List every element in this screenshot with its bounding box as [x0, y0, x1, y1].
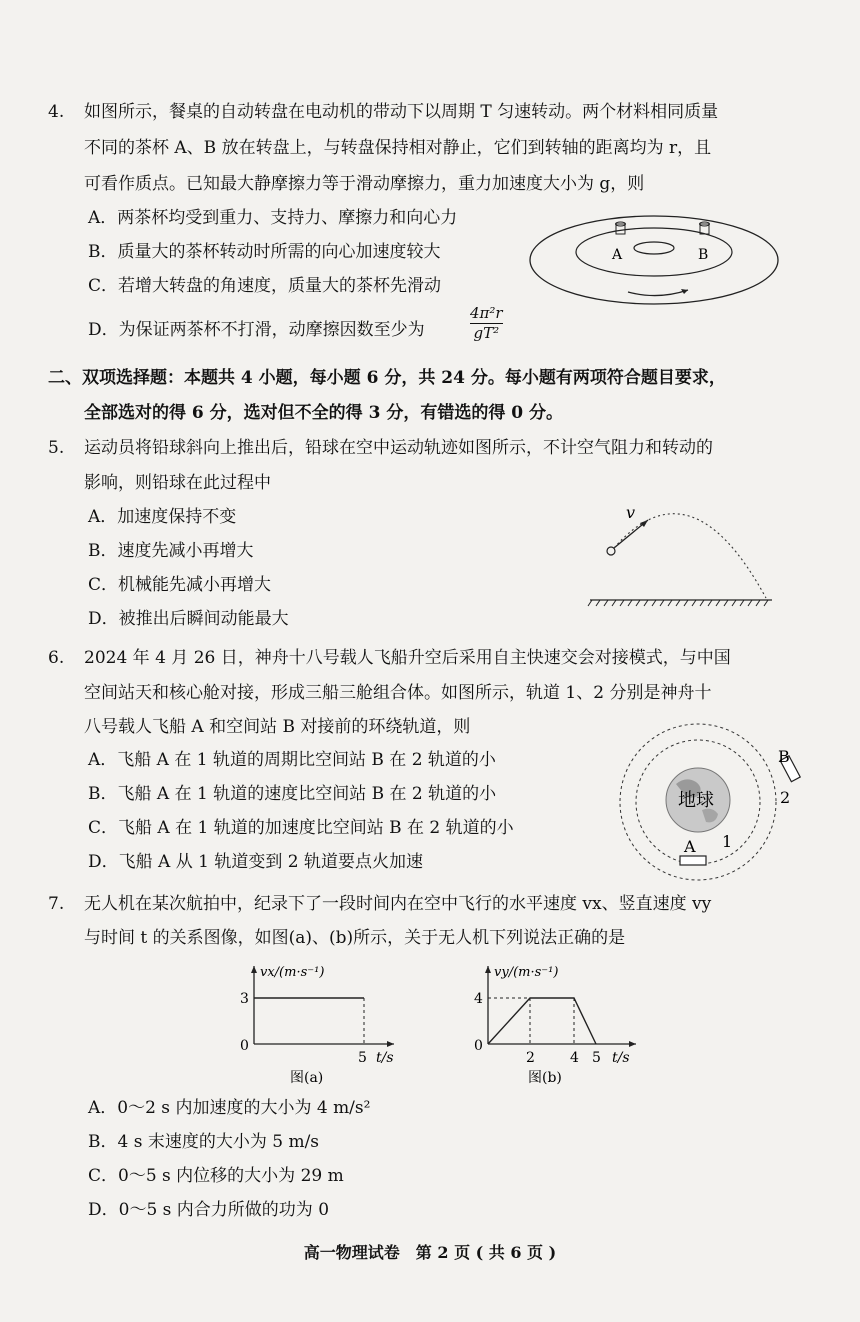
shot-put-figure: [586, 500, 776, 612]
q5-stem-line1: 运动员将铅球斜向上推出后，铅球在空中运动轨迹如图所示，不计空气阻力和转动的: [84, 438, 713, 458]
q7-option-b: B．4 s 末速度的大小为 5 m/s: [88, 1132, 320, 1152]
teacup-a-icon: [616, 222, 626, 234]
orbit-label-b: B: [778, 747, 790, 766]
turntable-label-a: A: [612, 247, 623, 263]
graph-b-ylabel: vy/(m·s⁻¹): [494, 965, 559, 980]
q5-number: 5.: [48, 438, 65, 458]
q6-option-a: A．飞船 A 在 1 轨道的周期比空间站 B 在 2 轨道的小: [88, 750, 496, 770]
graph-b-series-line: [488, 998, 596, 1044]
orbit-label-2: 2: [780, 788, 791, 807]
graph-a: [226, 958, 406, 1088]
q4-fraction-numerator: 4π²r: [470, 304, 503, 322]
graph-b-x-tick-2: 2: [526, 1050, 535, 1066]
q5-option-a: A．加速度保持不变: [88, 507, 237, 527]
q6-option-b: B．飞船 A 在 1 轨道的速度比空间站 B 在 2 轨道的小: [88, 784, 497, 804]
graph-b-caption: 图(b): [528, 1070, 562, 1086]
q7-stem-line1: 无人机在某次航拍中，纪录下了一段时间内在空中飞行的水平速度 vx、竖直速度 vy: [84, 894, 712, 914]
q4-option-d: D．为保证两茶杯不打滑，动摩擦因数至少为: [88, 320, 425, 340]
graph-a-caption: 图(a): [290, 1070, 324, 1086]
q4-fraction: [470, 306, 503, 341]
shot-ball-icon: [607, 547, 615, 555]
q4-stem-line1: 如图所示，餐桌的自动转盘在电动机的带动下以周期 T 匀速转动。两个材料相同质量: [84, 102, 719, 122]
page-footer: 高一物理试卷 第 2 页 ( 共 6 页 ): [303, 1243, 557, 1262]
graph-a-x-tick: 5: [358, 1050, 367, 1066]
turntable-figure: [528, 212, 780, 308]
q7-number: 7.: [48, 894, 65, 914]
section2-header-line1: 二、双项选择题：本题共 4 小题，每小题 6 分，共 24 分。每小题有两项符合题目要求，: [48, 368, 726, 388]
q5-option-c: C．机械能先减小再增大: [88, 575, 272, 595]
rotation-arrow-icon: [628, 290, 688, 296]
velocity-label: v: [626, 503, 636, 522]
q4-option-b: B．质量大的茶杯转动时所需的向心加速度较大: [88, 242, 441, 262]
graph-b-origin: 0: [474, 1038, 483, 1054]
q7-stem-line2: 与时间 t 的关系图像，如图(a)、(b)所示，关于无人机下列说法正确的是: [84, 928, 626, 948]
q4-number: 4.: [48, 102, 65, 122]
graph-b-y-tick: 4: [474, 991, 483, 1007]
q6-stem-line2: 空间站天和核心舱对接，形成三船三舱组合体。如图所示，轨道 1、2 分别是神舟十: [84, 683, 712, 703]
q4-fraction-denominator: gT²: [473, 324, 500, 342]
q4-option-c: C．若增大转盘的角速度，质量大的茶杯先滑动: [88, 276, 442, 296]
q4-stem-line2: 不同的茶杯 A、B 放在转盘上，与转盘保持相对静止，它们到转轴的距离均为 r，且: [84, 138, 712, 158]
q6-stem-line3: 八号载人飞船 A 和空间站 B 对接前的环绕轨道，则: [84, 717, 471, 737]
graph-b-x-tick-4: 4: [570, 1050, 579, 1066]
q6-option-c: C．飞船 A 在 1 轨道的加速度比空间站 B 在 2 轨道的小: [88, 818, 514, 838]
section2-header-line2: 全部选对的得 6 分，选对但不全的得 3 分，有错选的得 0 分。: [84, 403, 563, 423]
graph-a-xlabel: t/s: [376, 1050, 394, 1066]
q6-stem-line1: 2024 年 4 月 26 日，神舟十八号载人飞船升空后采用自主快速交会对接模式，与中国: [84, 648, 731, 668]
q6-option-d: D．飞船 A 从 1 轨道变到 2 轨道要点火加速: [88, 852, 423, 872]
graph-b: [466, 958, 646, 1088]
q5-option-d: D．被推出后瞬间动能最大: [88, 609, 289, 629]
trajectory-path: [614, 514, 766, 598]
q4-option-a: A．两茶杯均受到重力、支持力、摩擦力和向心力: [88, 208, 458, 228]
q7-option-d: D．0～5 s 内合力所做的功为 0: [88, 1200, 330, 1220]
graph-a-y-tick: 3: [240, 991, 249, 1007]
q4-stem-line3: 可看作质点。已知最大静摩擦力等于滑动摩擦力，重力加速度大小为 g，则: [84, 174, 645, 194]
graph-b-x-tick-5: 5: [592, 1050, 601, 1066]
graph-a-ylabel: vx/(m·s⁻¹): [260, 965, 325, 980]
earth-label: 地球: [678, 790, 714, 811]
spacecraft-a-icon: [680, 856, 706, 865]
orbit-figure: [606, 722, 802, 888]
q7-option-c: C．0～5 s 内位移的大小为 29 m: [88, 1166, 344, 1186]
orbit-label-1: 1: [722, 832, 733, 851]
orbit-label-a: A: [684, 837, 696, 856]
q6-number: 6.: [48, 648, 65, 668]
q7-option-a: A．0～2 s 内加速度的大小为 4 m/s²: [88, 1098, 371, 1118]
turntable-label-b: B: [698, 247, 709, 263]
graph-b-xlabel: t/s: [612, 1050, 630, 1066]
q5-stem-line2: 影响，则铅球在此过程中: [84, 473, 271, 493]
graph-a-origin: 0: [240, 1038, 249, 1054]
q5-option-b: B．速度先减小再增大: [88, 541, 254, 561]
